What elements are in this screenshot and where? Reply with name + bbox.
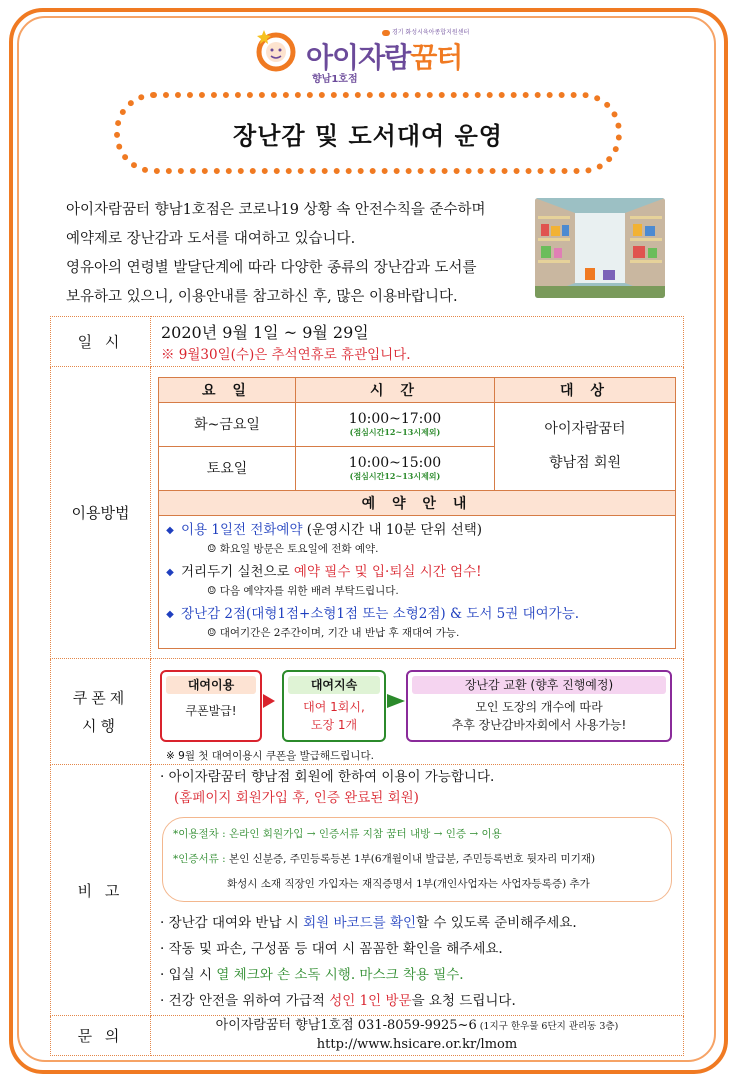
- reservation-item: ◆ 이용 1일전 전화예약 (운영시간 내 10분 단위 선택): [159, 520, 675, 541]
- time-cell: [296, 402, 495, 446]
- col-header-target: 대 상: [495, 377, 676, 402]
- intro-line: 예약제로 장난감과 도서를 대여하고 있습니다.: [66, 231, 356, 247]
- arrow-right-icon: [387, 694, 405, 708]
- reservation-sub: ☺ 다음 예약자를 위한 배려 부탁드립니다.: [207, 584, 399, 597]
- documents-line: *인증서류 : 본인 신분증, 주민등록등본 1부(6개월이내 발급분, 주민등록번호 뒷자리 미기재): [173, 853, 596, 865]
- intro-line: 영유아의 연령별 발달단계에 따라 다양한 종류의 장난감과 도서를: [66, 260, 477, 276]
- brand-name: 아이자람꿈터: [306, 41, 463, 74]
- target-line: 향남점 회원: [548, 455, 622, 471]
- reservation-header: 예 약 안 내: [159, 490, 676, 515]
- target-line: 아이자람꿈터: [544, 421, 626, 437]
- intro-line: 보유하고 있으니, 이용안내를 참고하신 후, 많은 이용바랍니다.: [66, 289, 458, 305]
- coupon-step-issue: 대여이용 쿠폰발급!: [160, 670, 262, 742]
- reservation-sub: ☺ 대여기간은 2주간이며, 기간 내 반납 후 재대여 가능.: [207, 626, 460, 639]
- closed-notice: ※ 9월30일(수)은 추석연휴로 휴관입니다.: [161, 347, 411, 363]
- coupon-step-exchange: 장난감 교환 (향후 진행예정) 모인 도장의 개수에 따라 추후 장난감바자회에서 사용가능!: [406, 670, 672, 742]
- schedule-table: [158, 377, 676, 649]
- coupon-label: 쿠폰제 시행: [51, 659, 151, 765]
- intro-line: 아이자람꿈터 향남1호점은 코로나19 상황 속 안전수칙을 준수하며: [66, 202, 486, 218]
- usage-label: 이용방법: [51, 367, 151, 659]
- remarks-line: · 건강 안전을 위하여 가급적 성인 1인 방문을 요청 드립니다.: [160, 993, 516, 1009]
- library-photo-image: [535, 198, 665, 298]
- coupon-flow: [152, 664, 682, 760]
- process-line: *이용절차 : 온라인 회원가입 → 인증서류 지참 꿈터 내방 → 인증 → 이용: [173, 828, 502, 840]
- remarks-line: · 입실 시 열 체크와 손 소독 시행. 마스크 착용 필수.: [160, 967, 464, 983]
- time-cell: [296, 446, 495, 490]
- reservation-info: [159, 515, 676, 648]
- remarks-label: 비 고: [51, 765, 151, 1016]
- library-photo: [535, 198, 665, 298]
- brand-logo: [248, 22, 508, 86]
- remarks-body: [151, 765, 684, 1016]
- coupon-step-stamp: 대여지속 대여 1회시, 도장 1개: [282, 670, 386, 742]
- lunch-note: (점심시간12~13시제외): [349, 470, 441, 481]
- reservation-item: ◆ 장난감 2점(대형1점+소형1점 또는 소형2점) & 도서 5권 대여가능.: [159, 604, 675, 625]
- branch-name: 향남1호점: [312, 74, 358, 85]
- reservation-item: ◆ 거리두기 실천으로 예약 필수 및 입·퇴실 시간 엄수!: [159, 562, 675, 583]
- remarks-line: · 장난감 대여와 반납 시 회원 바코드를 확인할 수 있도록 준비해주세요.: [160, 915, 577, 931]
- col-header-time: 시 간: [296, 377, 495, 402]
- schedule-date: 2020년 9월 1일 ~ 9월 29일: [161, 323, 369, 342]
- remarks-line: · 아이자람꿈터 향남점 회원에 한하여 이용이 가능합니다.: [160, 769, 495, 785]
- coupon-footnote: ※ 9월 첫 대여이용시 쿠폰을 발급해드립니다.: [166, 749, 374, 762]
- diamond-bullet-icon: ◆: [166, 566, 174, 578]
- schedule-label: 일 시: [51, 317, 151, 367]
- contact-url[interactable]: http://www.hsicare.or.kr/lmom: [316, 1037, 518, 1052]
- day-cell: 토요일: [159, 446, 296, 490]
- org-name: 경기 화성시육아종합지원센터: [382, 27, 469, 36]
- lunch-note: (점심시간12~13시제외): [349, 426, 441, 437]
- time-range: 10:00~17:00: [348, 410, 442, 427]
- reservation-sub: ☺ 화요일 방문은 토요일에 전화 예약.: [207, 542, 379, 555]
- contact-phone: 아이자람꿈터 향남1호점 031-8059-9925~6 (1지구 한우물 6단지 관리동 3층): [215, 1018, 619, 1033]
- page-title: 장난감 및 도서대여 운영: [233, 120, 503, 150]
- target-cell: [495, 402, 676, 490]
- certification-box: [162, 817, 672, 902]
- day-cell: 화~금요일: [159, 402, 296, 446]
- time-range: 10:00~15:00: [348, 454, 442, 471]
- intro-text: [66, 196, 526, 312]
- diamond-bullet-icon: ◆: [166, 524, 174, 536]
- diamond-bullet-icon: ◆: [166, 608, 174, 620]
- contact-body: [151, 1016, 684, 1056]
- arrow-right-icon: [263, 694, 275, 708]
- logo-face-icon: [254, 28, 298, 72]
- info-table: [50, 316, 684, 1056]
- remarks-line: · 작동 및 파손, 구성품 등 대여 시 꼼꼼한 확인을 해주세요.: [160, 941, 503, 957]
- title-banner: [114, 92, 622, 174]
- remarks-line: (홈페이지 회원가입 후, 인증 완료된 회원): [174, 790, 419, 806]
- documents-line: 화성시 소재 직장인 가입자는 재직증명서 1부(개인사업자는 사업자등록증) 추가: [227, 878, 590, 890]
- col-header-day: 요 일: [159, 377, 296, 402]
- contact-label: 문 의: [51, 1016, 151, 1056]
